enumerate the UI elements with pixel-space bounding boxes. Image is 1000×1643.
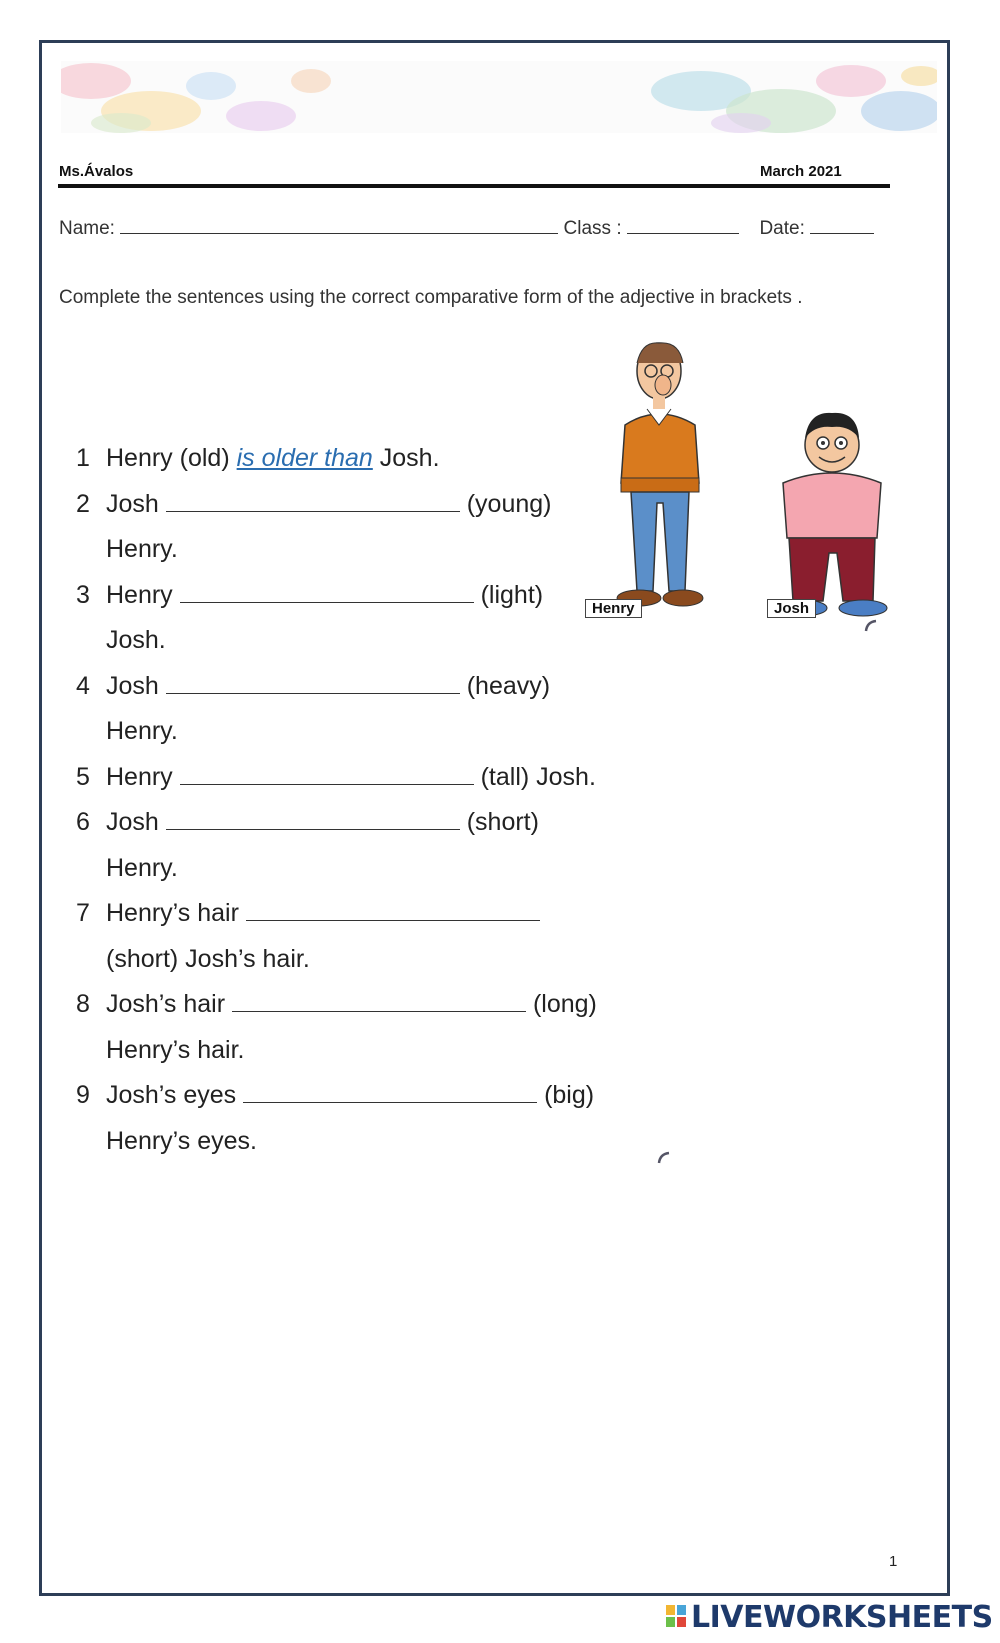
exercise-adjective: (light) bbox=[480, 581, 544, 609]
exercise-subject: Josh bbox=[106, 672, 159, 700]
worksheet-page bbox=[39, 40, 950, 1596]
exercise-adjective: (big) bbox=[544, 1081, 595, 1109]
answer-blank[interactable] bbox=[166, 671, 460, 694]
student-fields bbox=[59, 215, 874, 240]
exercise-subject: Josh’s hair bbox=[106, 990, 226, 1018]
exercise-6 bbox=[76, 807, 539, 837]
exercise-adjective: (short) bbox=[466, 808, 539, 836]
drag-handle-icon[interactable] bbox=[864, 619, 878, 633]
decorative-banner bbox=[61, 61, 937, 133]
exercise-7 bbox=[76, 898, 540, 928]
example-answer: is older than bbox=[236, 444, 373, 472]
exercise-adjective: (long) bbox=[532, 990, 597, 1018]
exercise-subject: Henry bbox=[106, 763, 173, 791]
watermark-text: LIVEWORKSHEETS bbox=[691, 1600, 993, 1635]
exercise-4 bbox=[76, 671, 550, 701]
exercise-9-continuation: Henry’s eyes. bbox=[106, 1127, 257, 1155]
henry-figure bbox=[617, 343, 703, 606]
exercise-number: 9 bbox=[76, 1081, 90, 1109]
exercise-7-continuation: (short) Josh’s hair. bbox=[106, 945, 310, 973]
josh-label: Josh bbox=[767, 599, 816, 618]
exercise-subject: Henry bbox=[106, 581, 173, 609]
exercise-8-continuation: Henry’s hair. bbox=[106, 1036, 245, 1064]
exercise-subject: Josh bbox=[106, 490, 159, 518]
header-date: March 2021 bbox=[760, 163, 842, 180]
exercise-6-continuation: Henry. bbox=[106, 854, 178, 882]
page-number: 1 bbox=[889, 1553, 898, 1570]
exercise-number: 7 bbox=[76, 899, 90, 927]
class-label: Class : bbox=[563, 218, 622, 239]
exercise-4-continuation: Henry. bbox=[106, 717, 178, 745]
exercise-number: 3 bbox=[76, 581, 90, 609]
answer-blank[interactable] bbox=[166, 807, 460, 830]
answer-blank[interactable] bbox=[180, 580, 474, 603]
header-divider bbox=[58, 184, 890, 188]
josh-figure bbox=[779, 413, 887, 616]
liveworksheets-watermark bbox=[665, 1598, 993, 1638]
exercise-subject: Henry (old) bbox=[106, 444, 230, 472]
name-label: Name: bbox=[59, 218, 115, 239]
exercise-number: 4 bbox=[76, 672, 90, 700]
exercise-3-continuation: Josh. bbox=[106, 626, 166, 654]
exercise-subject: Henry’s hair bbox=[106, 899, 239, 927]
instructions: Complete the sentences using the correct comparative form of the adjective in brackets . bbox=[59, 287, 803, 308]
exercise-subject: Josh bbox=[106, 808, 159, 836]
exercise-number: 2 bbox=[76, 490, 90, 518]
exercise-3 bbox=[76, 580, 543, 610]
exercise-adjective: (heavy) bbox=[466, 672, 551, 700]
exercise-subject: Josh’s eyes bbox=[106, 1081, 237, 1109]
henry-label: Henry bbox=[585, 599, 642, 618]
exercise-2-continuation: Henry. bbox=[106, 535, 178, 563]
exercise-adjective: (tall) Josh. bbox=[480, 763, 596, 791]
exercise-number: 6 bbox=[76, 808, 90, 836]
name-blank[interactable] bbox=[120, 215, 558, 234]
exercise-number: 8 bbox=[76, 990, 90, 1018]
date-label: Date: bbox=[759, 218, 805, 239]
exercise-rest: Josh. bbox=[379, 444, 440, 472]
exercise-2 bbox=[76, 489, 551, 519]
exercise-1 bbox=[76, 443, 440, 473]
drag-handle-icon[interactable] bbox=[657, 1151, 671, 1165]
answer-blank[interactable] bbox=[232, 989, 526, 1012]
exercise-9 bbox=[76, 1080, 594, 1110]
teacher-name: Ms.Ávalos bbox=[59, 163, 134, 180]
date-blank[interactable] bbox=[810, 215, 874, 234]
exercise-number: 5 bbox=[76, 763, 90, 791]
answer-blank[interactable] bbox=[180, 762, 474, 785]
exercise-5 bbox=[76, 762, 596, 792]
class-blank[interactable] bbox=[627, 215, 739, 234]
answer-blank[interactable] bbox=[243, 1080, 537, 1103]
answer-blank[interactable] bbox=[166, 489, 460, 512]
exercise-number: 1 bbox=[76, 444, 90, 472]
liveworksheets-logo-icon bbox=[665, 1604, 687, 1628]
answer-blank[interactable] bbox=[246, 898, 540, 921]
exercise-adjective: (young) bbox=[466, 490, 552, 518]
exercise-8 bbox=[76, 989, 597, 1019]
